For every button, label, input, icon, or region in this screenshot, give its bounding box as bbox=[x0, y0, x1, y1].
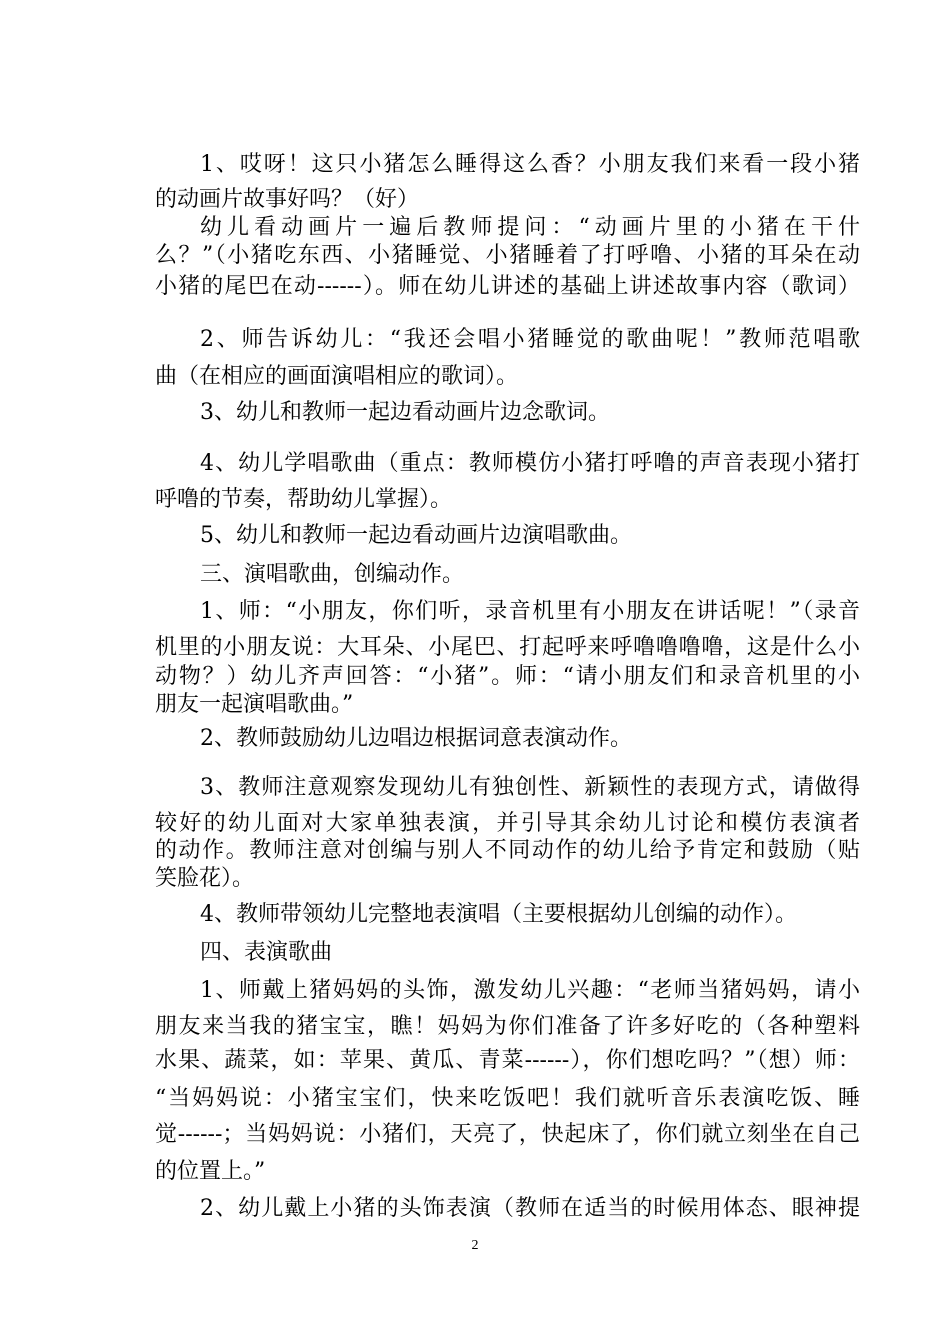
page-number: 2 bbox=[471, 1238, 479, 1253]
text-line: 4、教师带领幼儿完整地表演唱（主要根据幼儿创编的动作）。 bbox=[200, 902, 797, 927]
text-line: 3、幼儿和教师一起边看动画片边念歌词。 bbox=[200, 400, 610, 425]
text-line: 幼儿看动画片一遍后教师提问：“动画片里的小猪在干什 bbox=[200, 215, 860, 240]
text-line: 朋友来当我的猪宝宝，瞧！妈妈为你们准备了许多好吃的（各种塑料 bbox=[155, 1014, 860, 1039]
text-line: 3、教师注意观察发现幼儿有独创性、新颖性的表现方式，请做得 bbox=[200, 775, 860, 800]
text-line: 呼噜的节奏，帮助幼儿掌握）。 bbox=[155, 487, 453, 512]
text-line: 小猪的尾巴在动------）。师在幼儿讲述的基础上讲述故事内容（歌词） bbox=[155, 274, 860, 299]
text-line: 机里的小朋友说：大耳朵、小尾巴、打起呼来呼噜噜噜噜，这是什么小 bbox=[155, 635, 860, 660]
text-line: 朋友一起演唱歌曲。” bbox=[155, 692, 354, 717]
text-line: 4、幼儿学唱歌曲（重点：教师模仿小猪打呼噜的声音表现小猪打 bbox=[200, 451, 860, 476]
text-line: 笑脸花）。 bbox=[155, 866, 255, 891]
text-line: 曲（在相应的画面演唱相应的歌词）。 bbox=[155, 364, 519, 389]
text-line: 三、演唱歌曲，创编动作。 bbox=[200, 562, 465, 587]
text-line: 水果、蔬菜，如：苹果、黄瓜、青菜------），你们想吃吗？”（想）师： bbox=[155, 1048, 860, 1073]
text-line: “当妈妈说：小猪宝宝们，快来吃饭吧！我们就听音乐表演吃饭、睡 bbox=[155, 1086, 860, 1111]
text-line: 1、哎呀！这只小猪怎么睡得这么香？小朋友我们来看一段小猪 bbox=[200, 152, 860, 177]
text-line: 2、教师鼓励幼儿边唱边根据词意表演动作。 bbox=[200, 726, 632, 751]
text-line: 四、表演歌曲 bbox=[200, 940, 333, 965]
text-line: 1、师戴上猪妈妈的头饰，激发幼儿兴趣：“老师当猪妈妈，请小 bbox=[200, 978, 860, 1003]
text-line: 较好的幼儿面对大家单独表演，并引导其余幼儿讨论和模仿表演者 bbox=[155, 811, 860, 836]
text-line: 2、幼儿戴上小猪的头饰表演（教师在适当的时候用体态、眼神提 bbox=[200, 1196, 860, 1221]
text-line: 动物？）幼儿齐声回答：“小猪”。师：“请小朋友们和录音机里的小 bbox=[155, 664, 860, 689]
text-line: 的动作。教师注意对创编与别人不同动作的幼儿给予肯定和鼓励（贴 bbox=[155, 838, 860, 863]
text-line: 2、师告诉幼儿：“我还会唱小猪睡觉的歌曲呢！”教师范唱歌 bbox=[200, 327, 860, 352]
text-line: 的动画片故事好吗？（好） bbox=[155, 187, 420, 212]
text-line: 的位置上。” bbox=[155, 1159, 266, 1184]
text-line: 5、幼儿和教师一起边看动画片边演唱歌曲。 bbox=[200, 523, 632, 548]
text-line: 么？”（小猪吃东西、小猪睡觉、小猪睡着了打呼噜、小猪的耳朵在动 bbox=[155, 243, 860, 268]
text-line: 觉------；当妈妈说：小猪们，天亮了，快起床了，你们就立刻坐在自己 bbox=[155, 1122, 860, 1147]
text-line: 1、师：“小朋友，你们听，录音机里有小朋友在讲话呢！”（录音 bbox=[200, 599, 860, 624]
